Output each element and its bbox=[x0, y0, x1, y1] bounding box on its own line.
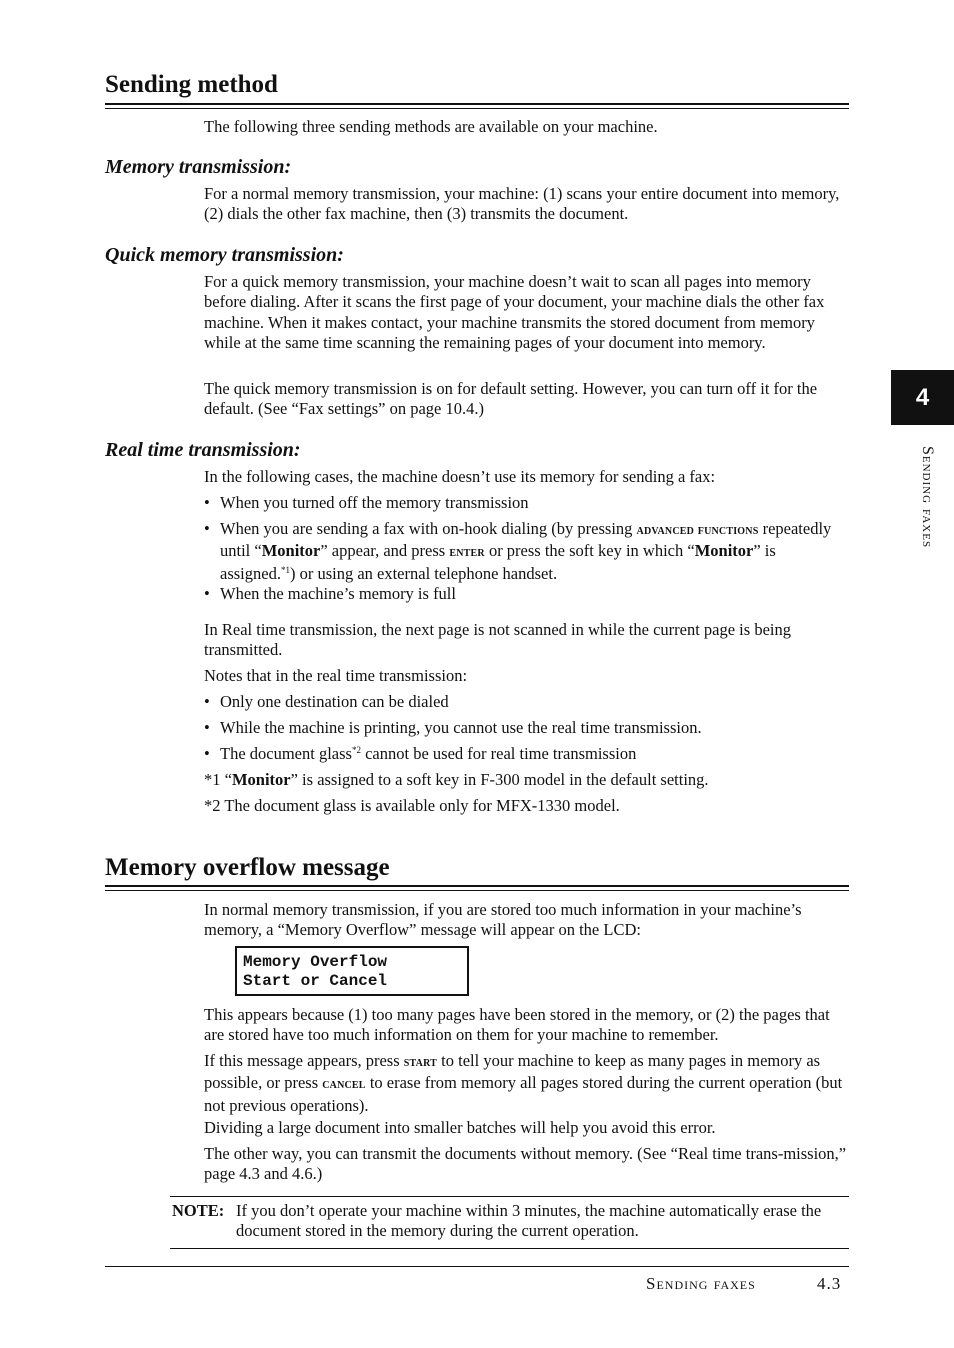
section-title-memory-overflow: Memory overflow message bbox=[105, 854, 390, 881]
bullet-marker: • bbox=[204, 744, 210, 763]
enter-key: enter bbox=[449, 545, 485, 561]
list-item bbox=[204, 744, 844, 764]
title-rule-top bbox=[105, 885, 849, 887]
real-time-intro: In the following cases, the machine doesn’t use its memory for sending a fax: bbox=[204, 467, 716, 486]
list-item bbox=[204, 718, 844, 738]
bullet-marker: • bbox=[204, 519, 210, 538]
lcd-display bbox=[235, 946, 469, 996]
title-rule-top bbox=[105, 103, 849, 105]
footnote-1: *1 “Monitor” is assigned to a soft key in F-300 model in the default setting. bbox=[204, 770, 709, 789]
footnote-ref-2: *2 bbox=[351, 745, 361, 755]
quick-memory-text: For a quick memory transmission, your machine doesn’t wait to scan all pages into memory before dialing. After it scans the first page of your document, your machine dials the other fax machine. When it makes contact, your machine transmits the stored document from memory while at the same time scanning the remaining pages of your document into memory. bbox=[204, 272, 825, 352]
case-memory-full: When the machine’s memory is full bbox=[220, 584, 456, 603]
case-memory-off: When you turned off the memory transmission bbox=[220, 493, 529, 512]
note-printing: While the machine is printing, you cannot use the real time transmission. bbox=[220, 718, 702, 737]
memory-transmission-text: For a normal memory transmission, your machine: (1) scans your entire document into memory, (2) dials the other fax machine, then (3) transmits the document. bbox=[204, 184, 840, 224]
page-number: 4.3 bbox=[817, 1274, 842, 1293]
lcd-line-2: Start or Cancel bbox=[243, 972, 388, 990]
overflow-reason: This appears because (1) too many pages have been stored in the memory, or (2) the pages that are stored have too much information on them for your machine to remember. bbox=[204, 1005, 830, 1045]
footer-rule bbox=[105, 1266, 849, 1267]
heading-quick-memory-transmission: Quick memory transmission: bbox=[105, 244, 344, 266]
overflow-action: If this message appears, press start to tell your machine to keep as many pages in memory as possible, or press cancel to erase from memory all pages stored during the current operation (but not previous operations). bbox=[204, 1051, 843, 1115]
note-label: NOTE: bbox=[172, 1201, 225, 1220]
case-on-hook-dialing: When you are sending a fax with on-hook dialing (by pressing advanced functions repeatedly until “Monitor” appear, and press enter or press the soft key in which “Monitor” is assigned.$^{*1}$) or using an external telephone handset. bbox=[220, 519, 832, 583]
overflow-intro: In normal memory transmission, if you are stored too much information in your machine’s memory, a “Memory Overflow” message will appear on the LCD: bbox=[204, 900, 802, 940]
list-item bbox=[204, 584, 844, 604]
list-item bbox=[204, 692, 844, 712]
list-item bbox=[204, 519, 844, 584]
intro-paragraph: The following three sending methods are available on your machine. bbox=[204, 117, 658, 136]
note-document-glass: The document glass$^{*2}$ cannot be used for real time transmission bbox=[220, 744, 637, 763]
footer-section-name: Sending faxes bbox=[646, 1274, 756, 1293]
note-one-destination: Only one destination can be dialed bbox=[220, 692, 449, 711]
start-key: start bbox=[403, 1055, 438, 1070]
overflow-alternative: The other way, you can transmit the documents without memory. (See “Real time trans-mission,” page 4.3 and 4.6.) bbox=[204, 1144, 847, 1184]
note-text: If you don’t operate your machine within 3 minutes, the machine automatically erase the document stored in the memory during the current operation. bbox=[236, 1201, 822, 1241]
notes-intro: Notes that in the real time transmission: bbox=[204, 666, 468, 685]
note-box bbox=[170, 1196, 849, 1249]
chapter-tab: 4 bbox=[891, 370, 954, 425]
footnote-ref-1: *1 bbox=[280, 564, 290, 575]
chapter-side-label: Sending faxes bbox=[919, 446, 936, 549]
real-time-paragraph: In Real time transmission, the next page is not scanned in while the current page is being transmitted. bbox=[204, 620, 791, 660]
title-rule-bottom bbox=[105, 108, 849, 109]
heading-real-time-transmission: Real time transmission: bbox=[105, 439, 301, 461]
footnote-2: *2 The document glass is available only for MFX-1330 model. bbox=[204, 796, 620, 815]
lcd-line-1: Memory Overflow bbox=[243, 953, 388, 971]
advanced-functions-key: advanced functions bbox=[636, 523, 759, 538]
cancel-key: cancel bbox=[322, 1077, 366, 1093]
heading-memory-transmission: Memory transmission: bbox=[105, 156, 292, 178]
quick-memory-default-text: The quick memory transmission is on for default setting. However, you can turn off it for the default. (See “Fax settings” on page 10.4.) bbox=[204, 379, 818, 419]
bullet-marker: • bbox=[204, 718, 210, 737]
overflow-tip: Dividing a large document into smaller batches will help you avoid this error. bbox=[204, 1118, 716, 1137]
bullet-marker: • bbox=[204, 692, 210, 711]
bullet-marker: • bbox=[204, 493, 210, 512]
list-item bbox=[204, 493, 844, 513]
section-title-sending-method: Sending method bbox=[105, 71, 278, 98]
title-rule-bottom bbox=[105, 890, 849, 891]
bullet-marker: • bbox=[204, 584, 210, 603]
